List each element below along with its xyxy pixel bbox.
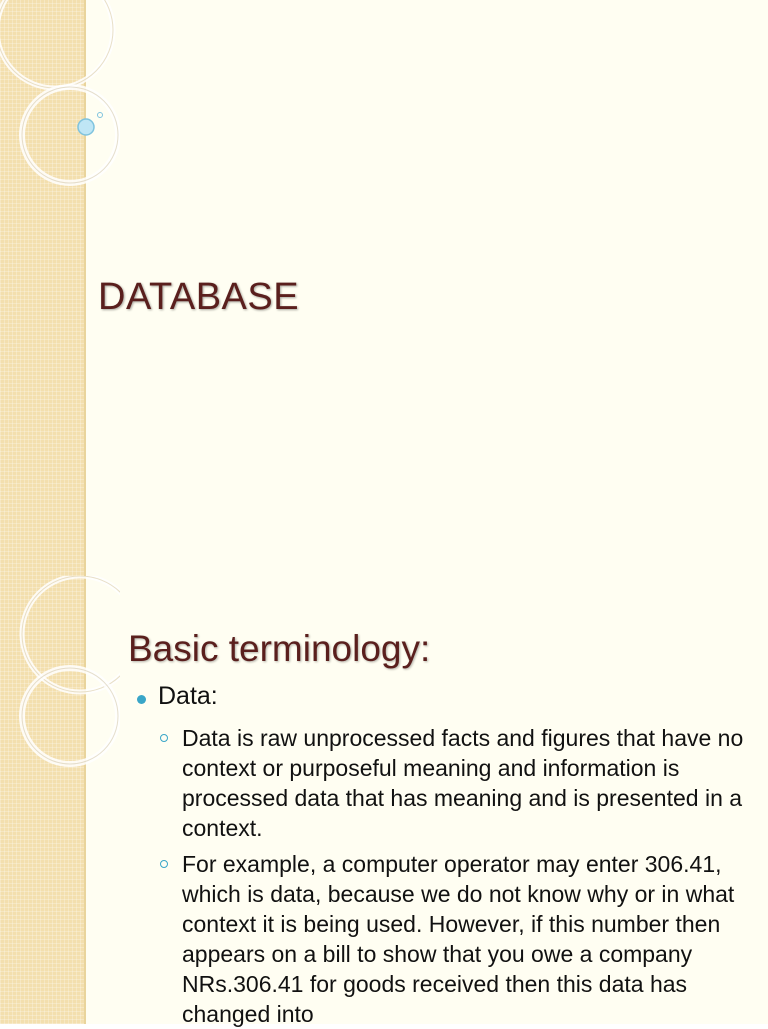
sub-bullet-example: For example, a computer operator may enter 306.41, which is data, because we do not know why or in what context it is being used. However, if this number then appears on a bill to show that you owe a company NRs.306.41 for goods received then this data has changed into — [182, 851, 735, 1027]
filled-circle-icon — [137, 695, 146, 704]
section-heading: Basic terminology: — [128, 628, 431, 669]
ring-decoration-icon — [0, 0, 120, 200]
bullet-data: Data: — [158, 682, 218, 710]
ring-decoration-icon — [0, 576, 120, 776]
hollow-circle-icon — [160, 860, 168, 868]
slide-title: DATABASE — [98, 276, 300, 318]
sub-bullet-definition: Data is raw unprocessed facts and figures that have no context or purposeful meaning and information is processed data that has meaning and is presented in a context. — [182, 725, 744, 841]
hollow-circle-icon — [160, 734, 168, 742]
